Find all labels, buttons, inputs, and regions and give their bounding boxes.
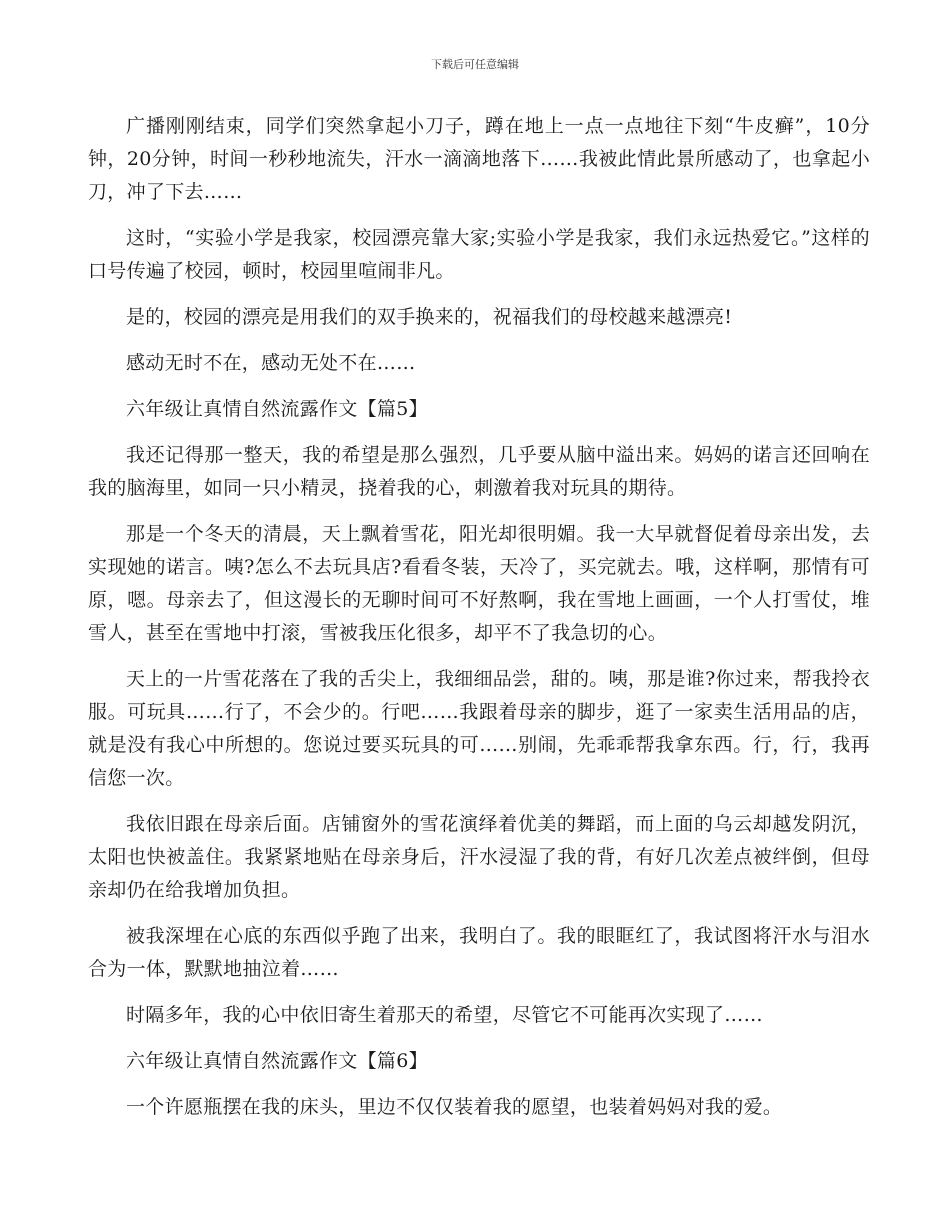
paragraph: 被我深埋在心底的东西似乎跑了出来，我明白了。我的眼眶红了，我试图将汗水与泪水合为一体，默默地抽泣着…… — [88, 925, 870, 980]
document-body — [88, 110, 870, 1137]
paragraph: 天上的一片雪花落在了我的舌尖上，我细细品尝，甜的。咦，那是谁?你过来，帮我拎衣服。可玩具……行了，不会少的。行吧……我跟着母亲的脚步，逛了一家卖生活用品的店，就是没有我心中所想的。您说过要买玩具的可……别闹，先乖乖帮我拿东西。行，行，我再信您一次。 — [88, 668, 870, 789]
paragraph: 一个许愿瓶摆在我的床头，里边不仅仅装着我的愿望，也装着妈妈对我的爱。 — [126, 1096, 783, 1118]
paragraph: 我依旧跟在母亲后面。店铺窗外的雪花演绎着优美的舞蹈，而上面的乌云却越发阴沉，太阳也快被盖住。我紧紧地贴在母亲身后，汗水浸湿了我的背，有好几次差点被绊倒，但母亲却仍在给我增加负担。 — [88, 813, 870, 901]
paragraph: 广播刚刚结束，同学们突然拿起小刀子，蹲在地上一点一点地往下刻“牛皮癣”，10分钟，20分钟，时间一秒秒地流失，汗水一滴滴地落下……我被此情此景所感动了，也拿起小刀，冲了下去…… — [88, 115, 870, 203]
paragraph: 是的，校园的漂亮是用我们的双手换来的，祝福我们的母校越来越漂亮! — [126, 306, 733, 328]
paragraph: 那是一个冬天的清晨，天上飘着雪花，阳光却很明媚。我一大早就督促着母亲出发，去实现她的诺言。咦?怎么不去玩具店?看看冬装，天冷了，买完就去。哦，这样啊，那情有可原，嗯。母亲去了，但这漫长的无聊时间可不好熬啊，我在雪地上画画，一个人打雪仗，堆雪人，甚至在雪地中打滚，雪被我压化很多，却平不了我急切的心。 — [88, 523, 870, 644]
paragraph: 时隔多年，我的心中依旧寄生着那天的希望，尽管它不可能再次实现了…… — [126, 1004, 763, 1026]
header-note: 下载后可任意编辑 — [431, 58, 519, 71]
paragraph: 感动无时不在，感动无处不在…… — [126, 352, 416, 374]
section-heading: 六年级让真情自然流露作文【篇5】 — [126, 398, 428, 420]
section-heading: 六年级让真情自然流露作文【篇6】 — [126, 1050, 428, 1072]
paragraph: 这时，“实验小学是我家，校园漂亮靠大家;实验小学是我家，我们永远热爱它。”这样的口号传遍了校园，顿时，校园里喧闹非凡。 — [88, 227, 870, 282]
paragraph: 我还记得那一整天，我的希望是那么强烈，几乎要从脑中溢出来。妈妈的诺言还回响在我的脑海里，如同一只小精灵，挠着我的心，刺激着我对玩具的期待。 — [88, 444, 870, 499]
